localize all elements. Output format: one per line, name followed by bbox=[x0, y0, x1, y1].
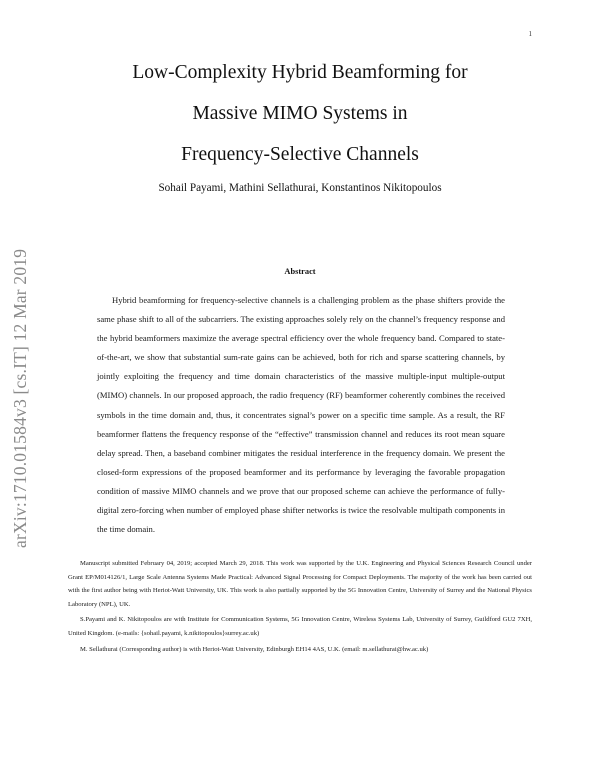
arxiv-identifier-text: arXiv:1710.01584v3 [cs.IT] 12 Mar 2019 bbox=[10, 248, 30, 548]
footnote-manuscript: Manuscript submitted February 04, 2019; accepted March 29, 2018. This work was supported by the U.K. Engineering and Physical Sciences Research Council under Grant EP/M014126/1, Large Scale Antenna Systems Made Practical: Advanced Signal Processing for Compact Deployments. The majority of the work has been carried out with the first author being with Heriot-Watt University, UK. This work is also partially supported by the 5G Innovation Centre, University of Surrey and the National Physics Laboratory (NPL), UK. bbox=[68, 560, 532, 608]
title-line: Frequency-Selective Channels bbox=[181, 144, 419, 165]
paper-title bbox=[60, 52, 540, 175]
footnotes bbox=[68, 557, 532, 658]
title-line: Massive MIMO Systems in bbox=[192, 103, 408, 124]
page-number: 1 bbox=[528, 30, 532, 38]
author-list: Sohail Payami, Mathini Sellathurai, Konstantinos Nikitopoulos bbox=[158, 182, 442, 194]
footnote-affiliation-heriot-watt: M. Sellathurai (Corresponding author) is with Heriot-Watt University, Edinburgh EH14 4AS, U.K. (email: m.sellathurai@hw.ac.uk) bbox=[80, 645, 429, 653]
footnote-affiliation-surrey: S.Payami and K. Nikitopoulos are with Institute for Communication Systems, 5G Innovation Centre, Wireless Systems Lab, University of Surrey, Guildford GU2 7XH, United Kingdom. (e-mails: {sohail.payami, k.nikitopoulos}surrey.ac.uk) bbox=[68, 616, 532, 637]
title-line: Low-Complexity Hybrid Beamforming for bbox=[132, 62, 468, 83]
abstract-heading: Abstract bbox=[284, 267, 316, 276]
arxiv-identifier-stamp bbox=[5, 190, 35, 550]
abstract-body: Hybrid beamforming for frequency-selective channels is a challenging problem as the phase shifters provide the same phase shift to all of the subcarriers. The existing approaches solely rely on the channel’s frequency response and the hybrid beamformers maximize the average spectral efficiency over the whole frequency band. Compared to state-of-the-art, we show that substantial sum-rate gains can be achieved, both for rich and sparse scattering channels, by jointly exploiting the frequency and time domain characteristics of the massive multiple-input multiple-output (MIMO) channels. In our proposed approach, the radio frequency (RF) beamformer coherently combines the received symbols in the time domain and, thus, it concentrates signal’s power on a specific time sample. As a result, the RF beamformer flattens the frequency response of the “effective” transmission channel and reduces its root mean square delay spread. Then, a baseband combiner mitigates the residual interference in the frequency domain. We present the closed-form expressions of the proposed beamformer and its performance by leveraging the favorable propagation condition of massive MIMO channels and we prove that our proposed scheme can achieve the performance of fully-digital zero-forcing when number of employed phase shifter networks is twice the resolvable multipath components in the time domain. bbox=[97, 295, 505, 535]
